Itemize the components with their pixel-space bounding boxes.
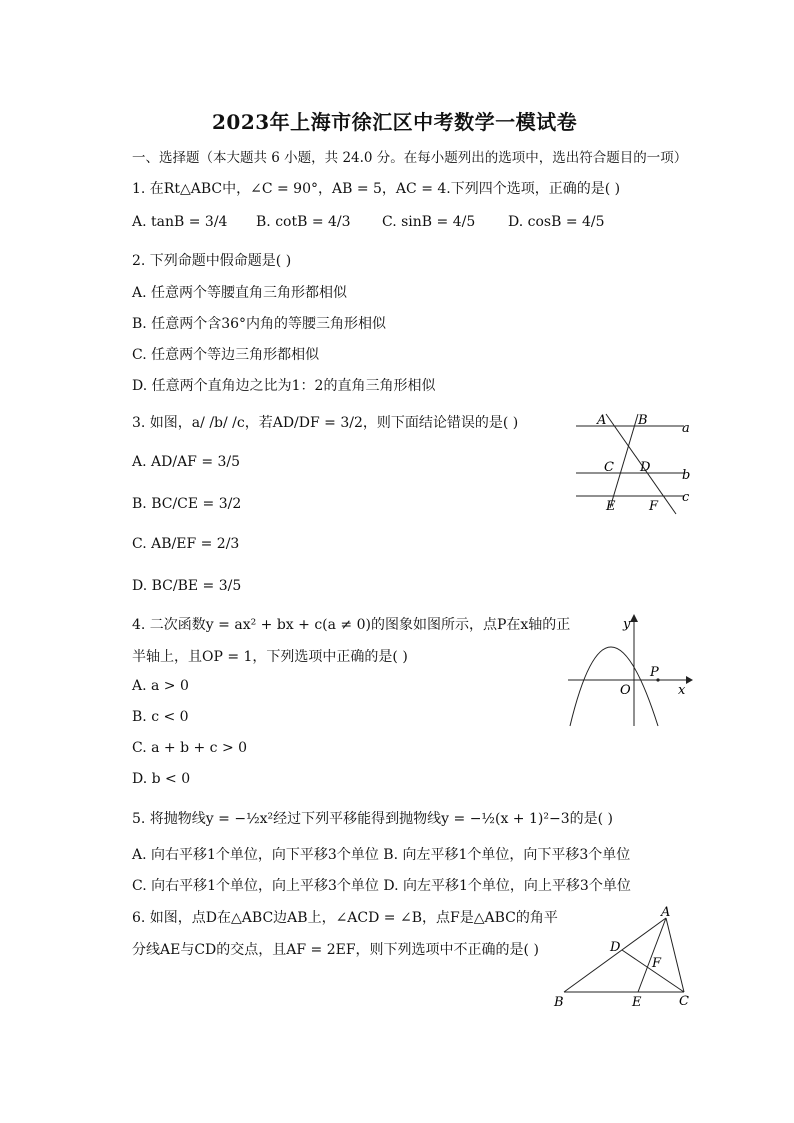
fig6-label-c: C (679, 994, 689, 1009)
fig3-label-line-a: a (682, 421, 690, 436)
question-2-option-a: A. 任意两个等腰直角三角形都相似 (132, 285, 348, 301)
question-4-option-a: A. a > 0 (132, 678, 189, 694)
question-3-option-d: D. BC/BE = 3/5 (132, 578, 242, 594)
question-1-option-d: D. cosB = 4/5 (508, 214, 605, 230)
question-3-stem: 3. 如图，a/ /b/ /c，若AD/DF = 3/2，则下面结论错误的是( ) (132, 415, 519, 431)
fig4-label-y: y (623, 617, 631, 632)
question-4-figure (566, 612, 694, 730)
question-6-stem-line2: 分线AE与CD的交点，且AF = 2EF，则下列选项中不正确的是( ) (132, 942, 539, 958)
question-5-options-row2: C. 向右平移1个单位，向上平移3个单位 D. 向左平移1个单位，向上平移3个单位 (132, 878, 631, 894)
fig6-label-f: F (652, 956, 662, 971)
fig3-label-e-point: E (606, 499, 616, 514)
fig6-label-a: A (661, 905, 671, 920)
question-3-figure (572, 408, 702, 518)
fig6-label-b: B (554, 995, 564, 1010)
question-2-stem: 2. 下列命题中假命题是( ) (132, 253, 292, 269)
fig3-label-f-point: F (649, 499, 659, 514)
fig3-label-line-c: c (682, 490, 690, 505)
fig6-label-e: E (632, 995, 642, 1010)
fig3-label-c-point: C (604, 460, 614, 475)
fig3-label-line-b: b (682, 468, 691, 483)
fig3-label-b-point: B (638, 413, 648, 428)
page-title: 2023年上海市徐汇区中考数学一模试卷 (212, 110, 578, 134)
question-6-stem-line1: 6. 如图，点D在△ABC边AB上，∠ACD = ∠B，点F是△ABC的角平 (132, 910, 558, 926)
question-2-option-b: B. 任意两个含36°内角的等腰三角形相似 (132, 316, 387, 332)
fig4-label-o: O (620, 683, 631, 698)
question-2-option-c: C. 任意两个等边三角形都相似 (132, 347, 320, 363)
question-1-option-c: C. sinB = 4/5 (382, 214, 476, 230)
fig3-label-a-point: A (597, 413, 607, 428)
question-1-option-b: B. cotB = 4/3 (256, 214, 351, 230)
question-5-stem: 5. 将抛物线y = −½x²经过下列平移能得到抛物线y = −½(x + 1)²−3的是( ) (132, 811, 613, 827)
question-4-stem-line1: 4. 二次函数y = ax² + bx + c(a ≠ 0)的图象如图所示，点P在x轴的正 (132, 617, 571, 633)
fig4-label-p: P (650, 665, 659, 680)
question-6-figure (552, 904, 698, 1012)
question-4-option-c: C. a + b + c > 0 (132, 740, 248, 756)
question-4-option-d: D. b < 0 (132, 771, 191, 787)
fig6-label-d: D (610, 940, 621, 955)
fig4-label-x: x (678, 683, 686, 698)
question-4-option-b: B. c < 0 (132, 709, 189, 725)
section-heading: 一、选择题（本大题共 6 小题，共 24.0 分。在每小题列出的选项中，选出符合题目的一项） (132, 150, 688, 166)
fig3-label-d-point: D (640, 460, 651, 475)
question-3-option-b: B. BC/CE = 3/2 (132, 496, 242, 512)
question-3-option-c: C. AB/EF = 2/3 (132, 536, 240, 552)
question-1-option-a: A. tanB = 3/4 (132, 214, 228, 230)
question-4-stem-line2: 半轴上，且OP = 1，下列选项中正确的是( ) (132, 649, 408, 665)
question-5-options-row1: A. 向右平移1个单位，向下平移3个单位 B. 向左平移1个单位，向下平移3个单位 (132, 847, 631, 863)
question-2-option-d: D. 任意两个直角边之比为1：2的直角三角形相似 (132, 378, 436, 394)
question-3-option-a: A. AD/AF = 3/5 (132, 454, 241, 470)
question-1-stem: 1. 在Rt△ABC中，∠C = 90°，AB = 5，AC = 4.下列四个选项，正确的是( ) (132, 181, 621, 197)
